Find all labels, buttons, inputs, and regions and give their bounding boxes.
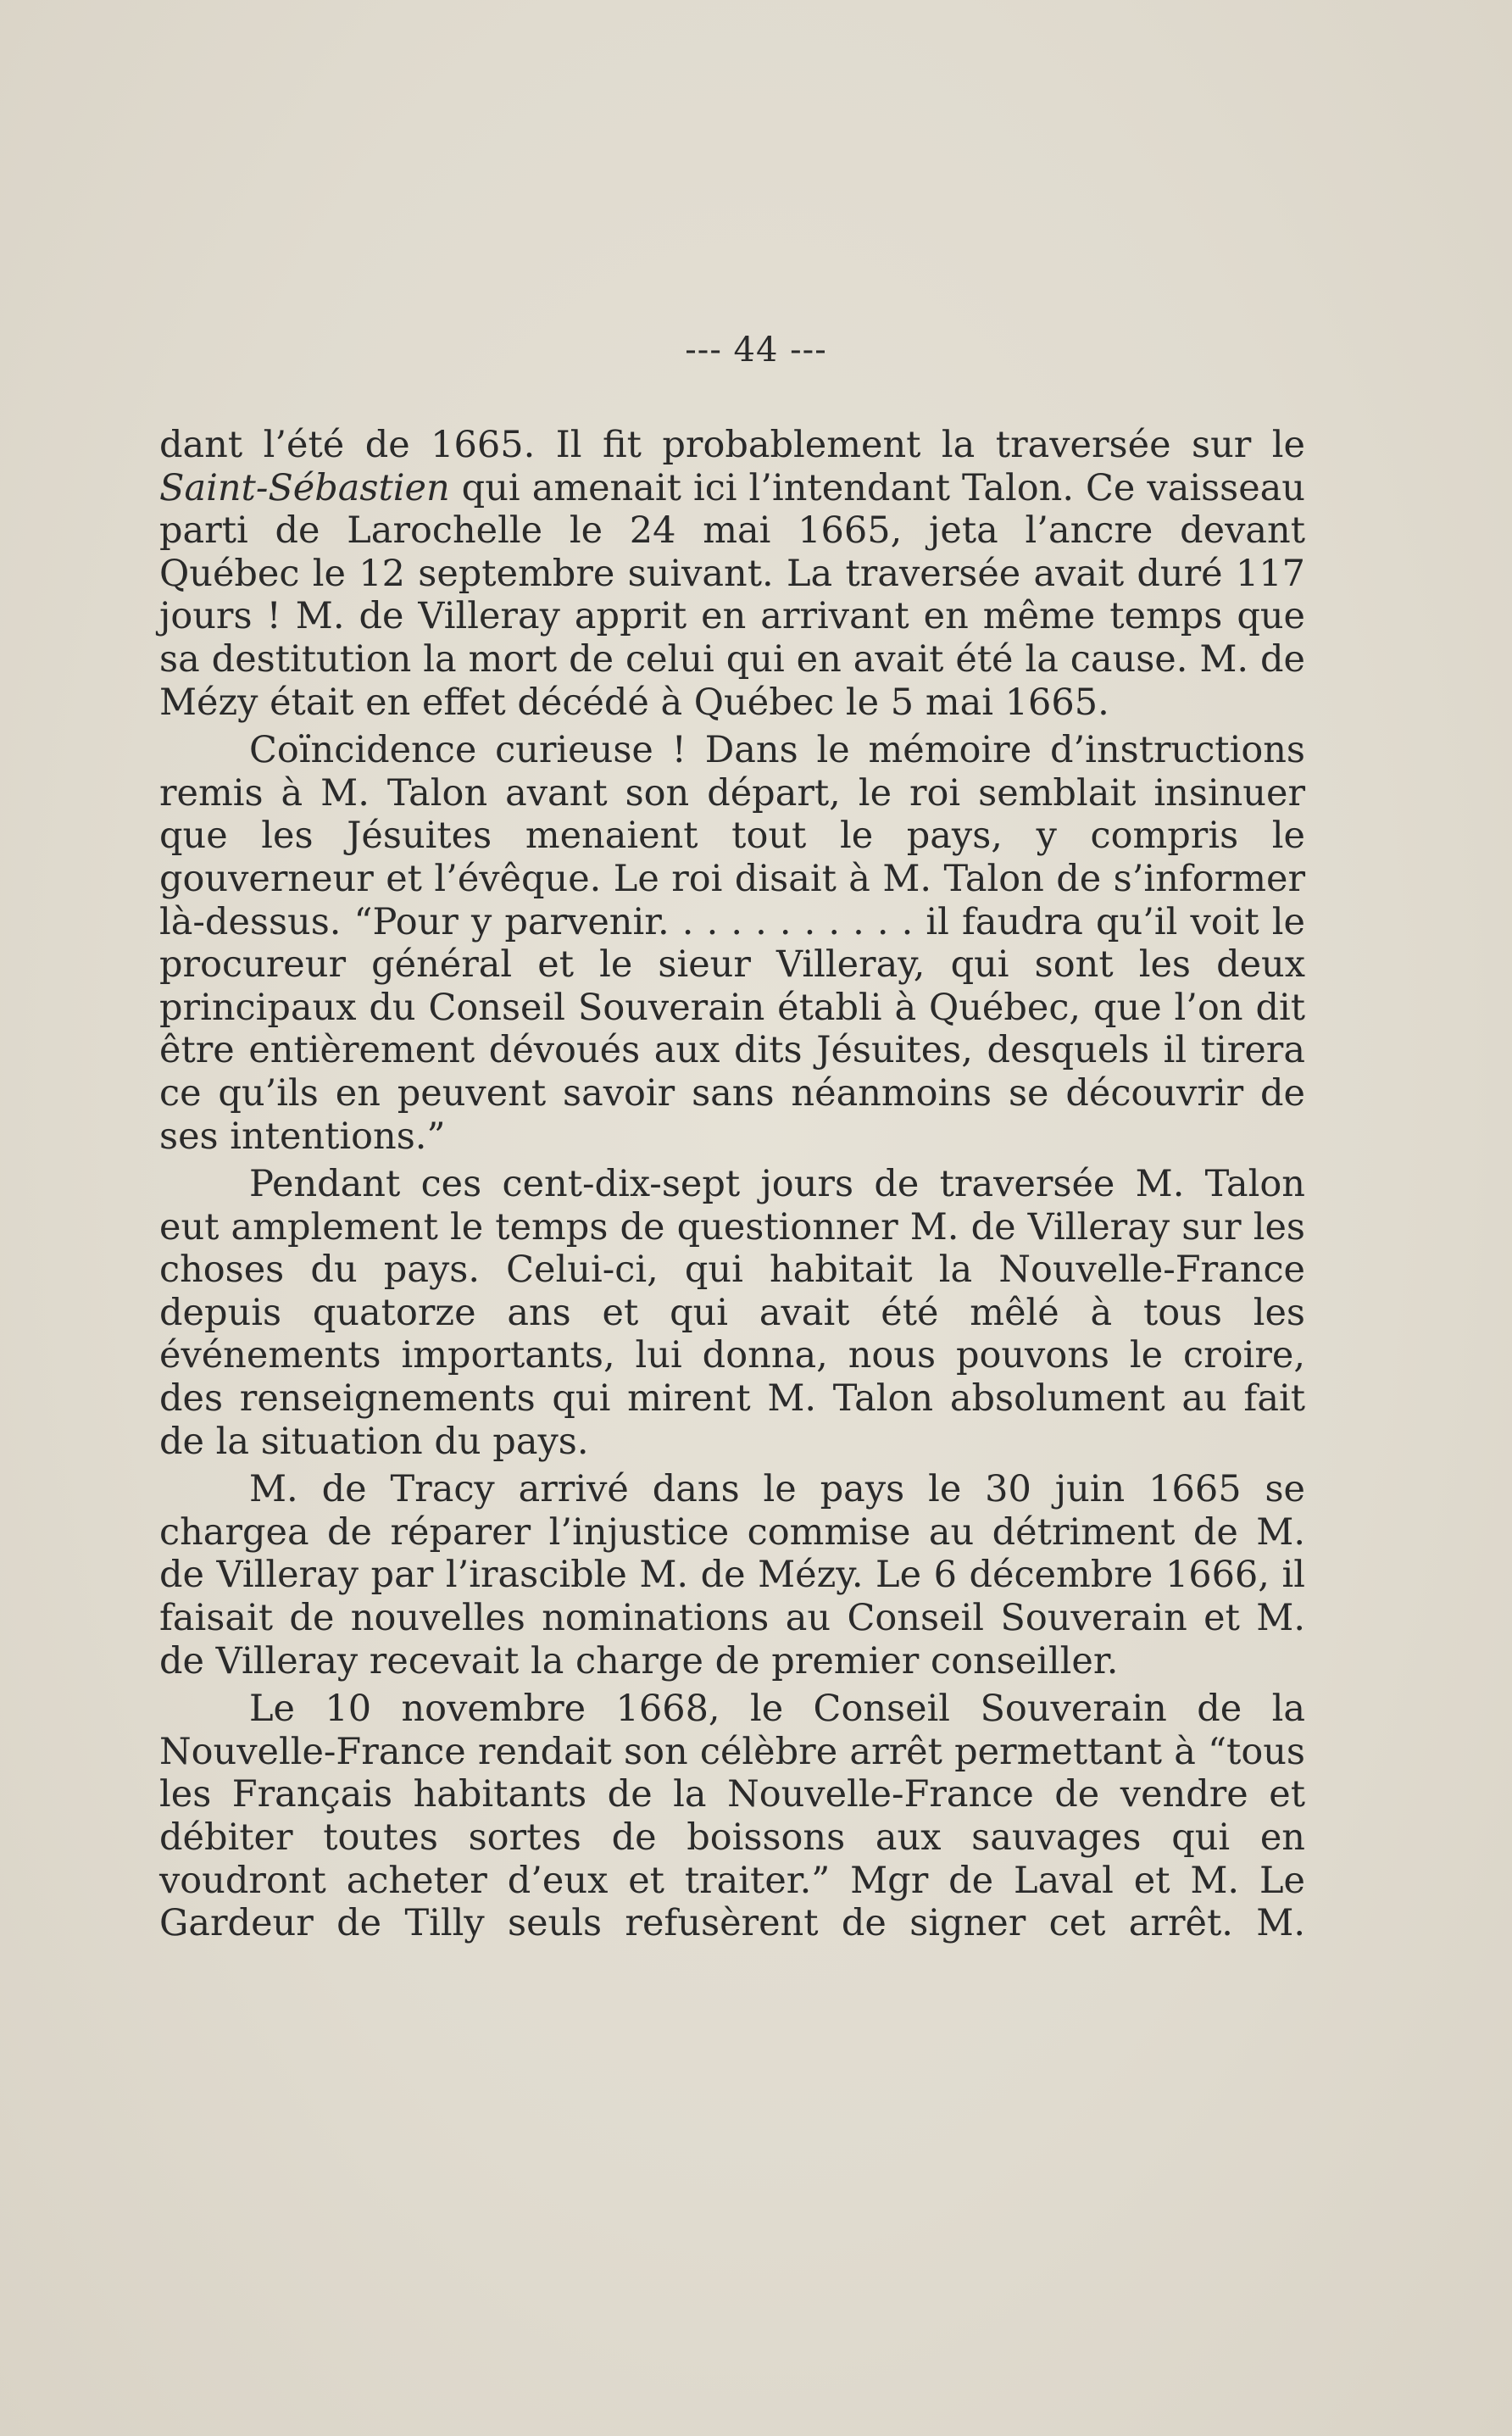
paragraph-5	[159, 1688, 1305, 1945]
text-segment: Coïncidence curieuse ! Dans le mémoire d’instructions remis à M. Talon avant son départ, le roi semblait insinuer que les Jésuites menaient tout le pays, y compris le gouverneur et l’évêque. Le roi disait à M. Talon de s’informer là-dessus. “Pour y parvenir. . . . . . . . . . . il faudra qu’il voit le procureur général et le sieur Villeray, qui sont les deux principaux du Conseil Souverain établi à Québec, que l’on dit être entièrement dévoués aux dits Jésuites, desquels il tirera ce qu’ils en peuvent savoir sans néanmoins se découvrir de ses intentions.”	[159, 729, 1305, 1158]
paragraph-4	[159, 1468, 1305, 1682]
ship-name: Saint-Sébastien	[159, 466, 450, 509]
body-text	[159, 424, 1305, 1950]
text-segment: M. de Tracy arrivé dans le pays le 30 juin 1665 se chargea de réparer l’injustice commise au détriment de M. de Villeray par l’irascible M. de Mézy. Le 6 décembre 1666, il faisait de nouvelles nominations au Conseil Souverain et M. de Villeray recevait la charge de premier conseiller.	[159, 1468, 1305, 1682]
text-segment: dant l’été de 1665. Il fit probablement la traversée sur le	[159, 424, 1305, 466]
paragraph-1	[159, 424, 1305, 724]
text-segment: qui amenait ici l’intendant Talon. Ce vaisseau parti de Larochelle le 24 mai 1665, jeta l’ancre devant Québec le 12 septembre suivant. La traversée avait duré 117 jours ! M. de Villeray apprit en arrivant en même temps que sa destitution la mort de celui qui en avait été la cause. M. de Mézy était en effet décédé à Québec le 5 mai 1665.	[159, 466, 1305, 724]
paragraph-2	[159, 729, 1305, 1158]
page-number: --- 44 ---	[685, 331, 827, 370]
paragraph-3	[159, 1163, 1305, 1463]
text-segment: Le 10 novembre 1668, le Conseil Souverain de la Nouvelle-France rendait son célèbre arrêt permettant à “tous les Français habitants de la Nouvelle-France de vendre et débiter toutes sortes de boissons aux sauvages qui en voudront acheter d’eux et traiter.” Mgr de Laval et M. Le Gardeur de Tilly seuls refusèrent de signer cet arrêt. M.	[159, 1688, 1305, 1945]
text-segment: Pendant ces cent-dix-sept jours de traversée M. Talon eut amplement le temps de questionner M. de Villeray sur les choses du pays. Celui-ci, qui habitait la Nouvelle-France depuis quatorze ans et qui avait été mêlé à tous les événements importants, lui donna, nous pouvons le croire, des renseignements qui mirent M. Talon absolument au fait de la situation du pays.	[159, 1163, 1305, 1463]
